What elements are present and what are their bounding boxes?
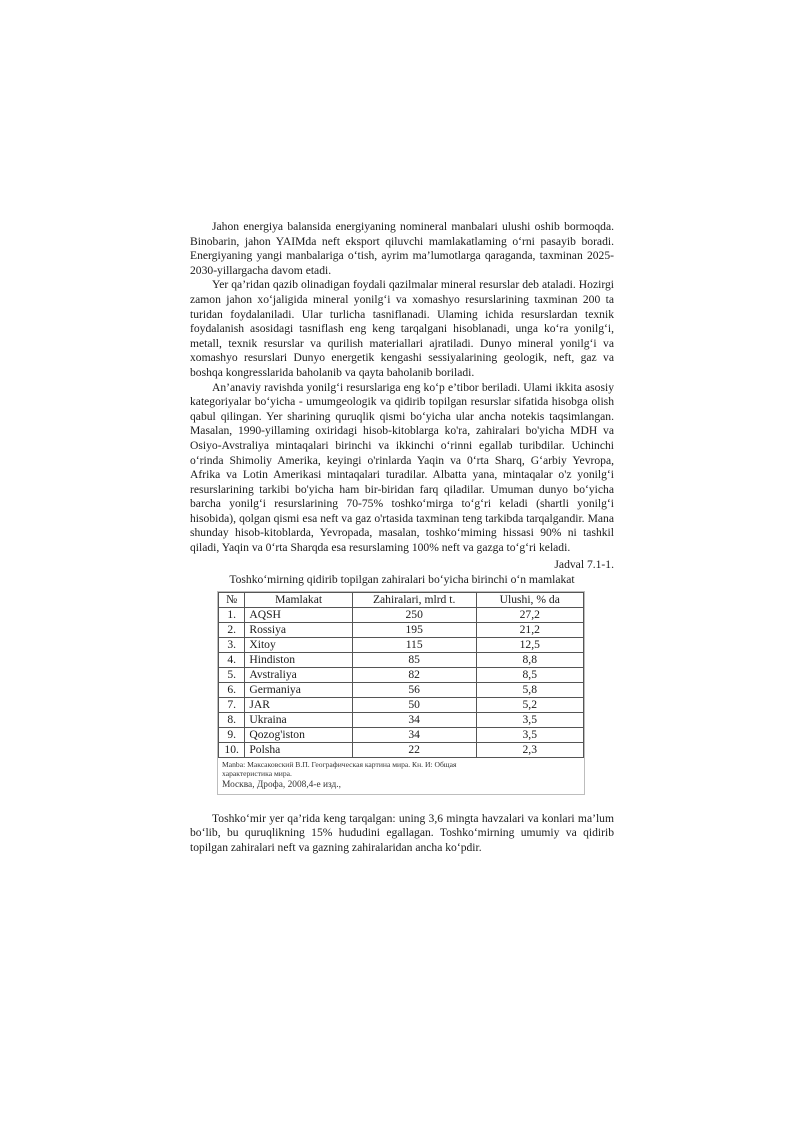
row-share: 3,5: [476, 712, 583, 727]
row-reserves: 82: [352, 667, 476, 682]
row-reserves: 56: [352, 682, 476, 697]
row-number: 3.: [219, 637, 245, 652]
paragraph-3: An’anaviy ravishda yonilg‘i resurslariga eng ko‘p e’tibor beriladi. Ulami ikkita asosiy kategoriyalar bo‘yicha - umumgeologik va qidirib topilgan resurslar sifatida hisobga olish qabul qilingan. Yer sharining quruqlik qismi bo‘yicha ular ancha notekis taqsimlangan. Masalan, 1990-yillaming oxiridagi hisob-kitoblarga ko'ra, zahiralari bo'yicha MDH va Osiyo-Avstraliya mintaqalari birinchi va ikkinchi o‘rinni egallab turibdilar. Uchinchi o‘rinda Shimoliy Amerika, keyingi o'rinlarda Yaqin va 0‘rta Sharq, G‘arbiy Yevropa, Afrika va Lotin Amerikasi mintaqalari turadilar. Albatta yana, mintaqalar o'z yonilg‘i resurslarining tarkibi bo'yicha ham bir-biridan farq qiladilar. Umuman dunyo bo‘yicha barcha yonilg‘i resurslarining 70-75% toshko‘mirga to‘g‘ri keladi (shartli yonilg‘i hisobida), qolgan qismi esa neft va gaz o'rtasida taxminan teng tarkibda tarqalgandir. Mana shunday hisob-kitoblarda, Yevropada, masalan, toshko‘miming hissasi 90% ni tashkil qiladi, Yaqin va 0‘rta Sharqda esa resurslaming 100% neft va gazga to‘g‘ri keladi.: [190, 380, 614, 555]
table-row: [219, 607, 584, 622]
row-reserves: 34: [352, 727, 476, 742]
paragraph-1: Jahon energiya balansida energiyaning nomineral manbalari ulushi oshib bormoqda. Binobarin, jahon YAIMda neft eksport qiluvchi mamlakatlaming o‘rni pasayib boradi. Energiyaning yangi manbalariga o‘tish, ayrim ma’lumotlarga qaraganda, taxminan 2025-2030-yillargacha davom etadi.: [190, 220, 614, 277]
row-share: 5,8: [476, 682, 583, 697]
header-share: Ulushi, % da: [476, 592, 583, 607]
table-row: [219, 682, 584, 697]
row-number: 9.: [219, 727, 245, 742]
row-number: 7.: [219, 697, 245, 712]
header-country: Mamlakat: [245, 592, 352, 607]
coal-reserves-table-frame: [217, 591, 585, 795]
closing-paragraph: Toshko‘mir yer qa’rida keng tarqalgan: uning 3,6 mingta havzalari va konlari ma’lum bo‘lib, bu quruqlikning 15% hududini egallagan. Toshko‘mirning umumiy va qidirib topilgan zahiralari neft va gazning zahiralaridan ancha ko‘pdir.: [190, 811, 614, 855]
table-row: [219, 622, 584, 637]
row-reserves: 50: [352, 697, 476, 712]
table-row: [219, 667, 584, 682]
row-share: 3,5: [476, 727, 583, 742]
table-row: [219, 697, 584, 712]
paragraph-2: Yer qa’ridan qazib olinadigan foydali qazilmalar mineral resurslar deb ataladi. Hozirgi zamon jahon xo‘jaligida mineral yonilg‘i va xomashyo resurslarining taxminan 200 ta turidan foydalaniladi. Ular turlicha tasniflanadi. Ulaming ichida resurslardan texnik foydalanish asosidagi tasniflash eng keng tarqalgani hisoblanadi, unga ko‘ra yonilg‘i, metall, texnik resurslar va qurilish materiallari ajratiladi. Dunyo mineral yonilg‘i va xomashyo resurslari Dunyo energetik kengashi sessiyalarining geologik, neft, gaz va boshqa kongresslarida baholanib va qayta baholanib boriladi.: [190, 278, 614, 379]
row-number: 4.: [219, 652, 245, 667]
row-share: 8,5: [476, 667, 583, 682]
row-number: 10.: [219, 742, 245, 757]
row-share: 5,2: [476, 697, 583, 712]
row-country: Hindiston: [245, 652, 352, 667]
row-reserves: 115: [352, 637, 476, 652]
row-share: 21,2: [476, 622, 583, 637]
row-reserves: 22: [352, 742, 476, 757]
source-line-3: Москва, Дрофа, 2008,4-е изд.,: [222, 779, 341, 790]
row-reserves: 195: [352, 622, 476, 637]
coal-reserves-table: [218, 592, 584, 758]
row-share: 8,8: [476, 652, 583, 667]
table-row: [219, 712, 584, 727]
table-source: [218, 758, 584, 791]
row-country: Germaniya: [245, 682, 352, 697]
source-line-2: характеристика мира.: [222, 769, 292, 779]
table-row: [219, 742, 584, 757]
header-number: №: [219, 592, 245, 607]
row-reserves: 34: [352, 712, 476, 727]
row-country: AQSH: [245, 607, 352, 622]
row-country: Xitoy: [245, 637, 352, 652]
table-row: [219, 652, 584, 667]
table-row: [219, 637, 584, 652]
row-country: Qozog'iston: [245, 727, 352, 742]
row-reserves: 85: [352, 652, 476, 667]
row-country: JAR: [245, 697, 352, 712]
table-title: Toshko‘mirning qidirib topilgan zahiralari bo‘yicha birinchi o‘n mamlakat: [229, 573, 575, 587]
row-number: 2.: [219, 622, 245, 637]
row-country: Polsha: [245, 742, 352, 757]
header-reserves: Zahiralari, mlrd t.: [352, 592, 476, 607]
row-share: 27,2: [476, 607, 583, 622]
row-number: 8.: [219, 712, 245, 727]
row-share: 2,3: [476, 742, 583, 757]
row-country: Rossiya: [245, 622, 352, 637]
table-number: Jadval 7.1-1.: [554, 557, 614, 571]
document-page: [190, 220, 614, 856]
source-line-1: Manba: Максаковский В.П. Географическая картина мира. Кн. И: Общая: [222, 759, 457, 769]
row-number: 6.: [219, 682, 245, 697]
row-reserves: 250: [352, 607, 476, 622]
row-number: 5.: [219, 667, 245, 682]
row-country: Ukraina: [245, 712, 352, 727]
row-country: Avstraliya: [245, 667, 352, 682]
table-row: [219, 727, 584, 742]
table-header-row: [219, 592, 584, 607]
row-number: 1.: [219, 607, 245, 622]
row-share: 12,5: [476, 637, 583, 652]
